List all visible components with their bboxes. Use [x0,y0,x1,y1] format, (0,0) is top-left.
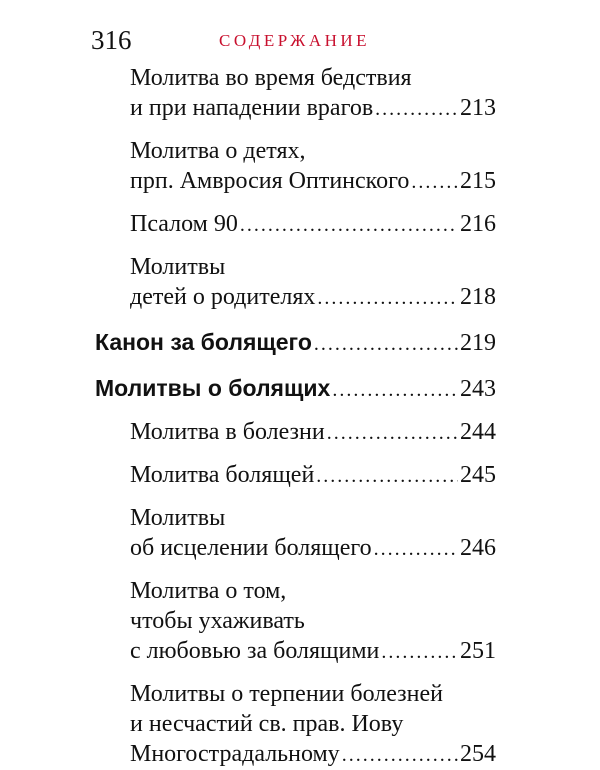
dot-leader [332,375,458,405]
toc-entry-title: об исцелении болящего [130,535,372,561]
page-number: 316 [91,25,132,55]
toc-entry-title: и при нападении врагов [130,95,374,121]
toc-page-number: 213 [460,95,496,121]
running-title: СОДЕРЖАНИЕ [219,31,371,50]
toc-entry-main[interactable] [95,327,496,359]
toc-page-number: 251 [460,638,496,664]
toc-entry[interactable] [130,460,496,491]
toc-entry-title: Молитвы [130,505,226,531]
toc-entry[interactable] [130,252,496,313]
toc-entry-title: Молитва во время бедствия [130,65,412,91]
toc-entry-title: детей о родителях [130,284,316,310]
table-of-contents [0,63,600,770]
toc-entry[interactable] [130,503,496,564]
toc-entry[interactable] [130,136,496,197]
toc-entry[interactable] [130,63,496,124]
dot-leader [316,461,458,491]
toc-entry-title: прп. Амвросия Оптинского [130,168,410,194]
toc-entry-title: Молитвы о терпении болезней [130,681,443,707]
toc-entry-main[interactable] [95,373,496,405]
toc-page-number: 215 [460,168,496,194]
toc-entry-title: Многострадальному [130,741,340,767]
toc-entry[interactable] [130,209,496,240]
dot-leader [375,94,458,124]
toc-page-number: 216 [460,211,496,237]
toc-entry-title: Молитва болящей [130,462,315,488]
toc-page-number: 244 [460,419,496,445]
toc-page-number: 243 [460,376,496,402]
toc-entry-title: Молитвы [130,254,226,280]
toc-page-number: 254 [460,741,496,767]
toc-page-number: 218 [460,284,496,310]
dot-leader [342,740,458,770]
dot-leader [314,329,458,359]
toc-entry[interactable] [130,679,496,770]
toc-entry-title: Молитвы о болящих [95,375,331,401]
dot-leader [374,534,458,564]
toc-entry-title: Псалом 90 [130,211,238,237]
toc-entry-title: чтобы ухаживать [130,608,305,634]
dot-leader [240,210,458,240]
toc-entry-title: Молитва о том, [130,578,287,604]
dot-leader [381,637,458,667]
dot-leader [317,283,458,313]
toc-entry-title: Молитва в болезни [130,419,325,445]
dot-leader [411,167,458,197]
toc-entry[interactable] [130,576,496,667]
toc-entry-title: и несчастий св. прав. Иову [130,711,404,737]
dot-leader [327,418,458,448]
toc-entry-title: Молитва о детях, [130,138,306,164]
toc-page-number: 246 [460,535,496,561]
toc-entry-title: с любовью за болящими [130,638,380,664]
toc-entry-title: Канон за болящего [95,329,312,355]
toc-entry[interactable] [130,417,496,448]
toc-page-number: 245 [460,462,496,488]
toc-page-number: 219 [460,330,496,356]
page-header [91,22,600,62]
